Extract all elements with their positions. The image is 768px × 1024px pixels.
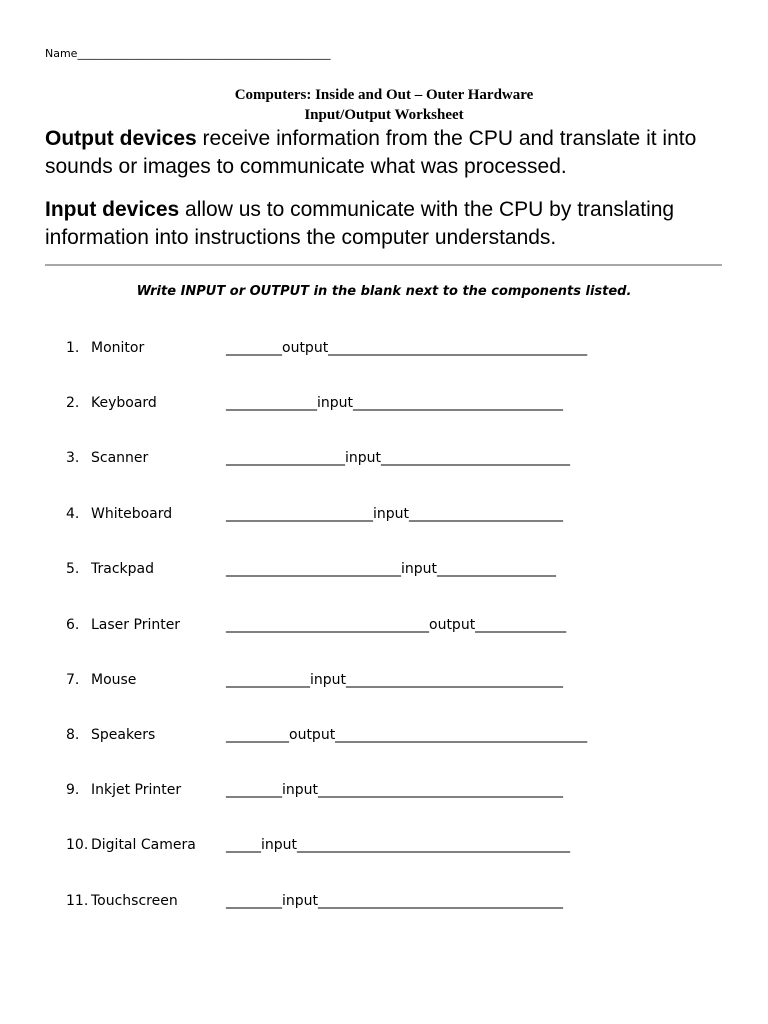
list-item bbox=[0, 561, 768, 581]
list-item bbox=[0, 617, 768, 637]
item-name: Keyboard bbox=[91, 395, 157, 411]
item-number: 9. bbox=[66, 782, 80, 798]
worksheet-subtitle: Input/Output Worksheet bbox=[304, 107, 464, 123]
item-answer: _____input_______________________________________ bbox=[226, 837, 571, 853]
item-number: 1. bbox=[66, 340, 80, 356]
list-item bbox=[0, 672, 768, 692]
item-name: Whiteboard bbox=[91, 506, 173, 522]
item-number: 11. bbox=[66, 893, 89, 909]
item-answer: ________input___________________________________ bbox=[226, 893, 564, 909]
list-item bbox=[0, 727, 768, 747]
divider-line bbox=[45, 264, 722, 266]
list-item bbox=[0, 450, 768, 470]
item-name: Inkjet Printer bbox=[91, 782, 182, 798]
list-item bbox=[0, 782, 768, 802]
item-number: 3. bbox=[66, 450, 80, 466]
list-item bbox=[0, 506, 768, 526]
item-number: 2. bbox=[66, 395, 80, 411]
worksheet-title: Computers: Inside and Out – Outer Hardware bbox=[234, 87, 534, 103]
output-description: receive information from the CPU and translate it into sounds or images to communicate what was processed. bbox=[45, 127, 697, 178]
item-name: Mouse bbox=[91, 672, 137, 688]
output-term: Output devices bbox=[45, 127, 197, 150]
item-name: Touchscreen bbox=[91, 893, 178, 909]
item-number: 10. bbox=[66, 837, 89, 853]
instructions: Write INPUT or OUTPUT in the blank next to the components listed. bbox=[136, 284, 632, 299]
item-name: Trackpad bbox=[91, 561, 154, 577]
item-name: Speakers bbox=[91, 727, 156, 743]
item-number: 7. bbox=[66, 672, 80, 688]
item-number: 5. bbox=[66, 561, 80, 577]
item-name: Monitor bbox=[91, 340, 145, 356]
input-term: Input devices bbox=[45, 198, 180, 221]
item-answer: ________output_____________________________________ bbox=[226, 340, 588, 356]
item-number: 4. bbox=[66, 506, 80, 522]
list-item bbox=[0, 340, 768, 360]
list-item bbox=[0, 893, 768, 913]
item-number: 8. bbox=[66, 727, 80, 743]
item-answer: ____________input_______________________________ bbox=[226, 672, 564, 688]
input-definition bbox=[45, 196, 745, 252]
item-answer: _________________________input_________________ bbox=[226, 561, 557, 577]
list-item bbox=[0, 395, 768, 415]
item-answer: _____________input______________________________ bbox=[226, 395, 564, 411]
item-name: Laser Printer bbox=[91, 617, 181, 633]
item-answer: _________________input___________________________ bbox=[226, 450, 571, 466]
item-answer: _____________________input______________________ bbox=[226, 506, 564, 522]
item-answer: _________output____________________________________ bbox=[226, 727, 588, 743]
input-description: allow us to communicate with the CPU by translating information into instructions the computer understands. bbox=[45, 198, 675, 249]
item-answer: _____________________________output_____________ bbox=[226, 617, 567, 633]
output-definition bbox=[45, 125, 745, 181]
item-answer: ________input___________________________________ bbox=[226, 782, 564, 798]
item-name: Scanner bbox=[91, 450, 149, 466]
item-name: Digital Camera bbox=[91, 837, 196, 853]
item-number: 6. bbox=[66, 617, 80, 633]
name-line: Name______________________________________________ bbox=[45, 47, 331, 60]
list-item bbox=[0, 837, 768, 857]
